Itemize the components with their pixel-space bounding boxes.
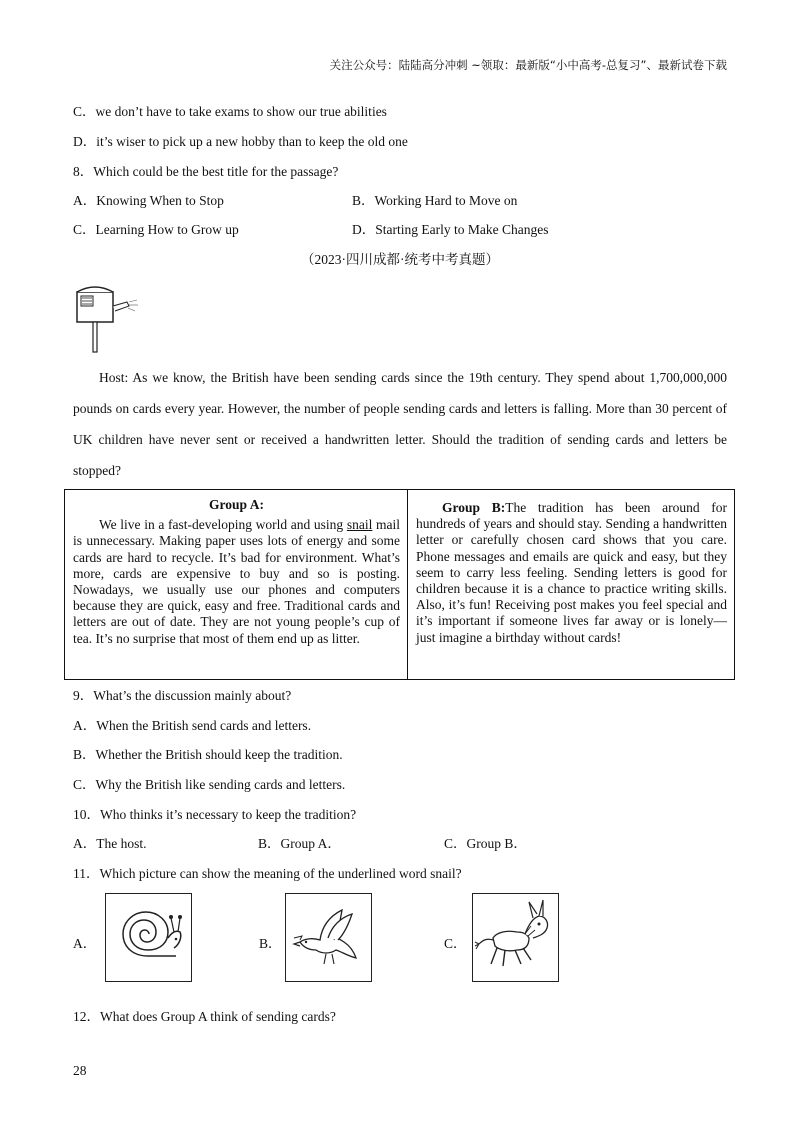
group-a-text: We live in a fast-developing world and using snail mail is unnecessary. Making paper uses lots of energy and some cards are hard to recycle. It’s bad for environment. What’s more, cards are expensive to buy and so is posting. Nowadays, we usually use our phones and computers because they are quick, easy and free. Traditional cards and letters are out of date. They are not young people’s cup of tea. It’s no surprise that most of them end up as litter. — [73, 517, 400, 646]
q8-option-d[interactable]: D．Starting Early to Make Changes — [352, 222, 549, 237]
q12-question: 12．What does Group A think of sending cards? — [73, 1009, 336, 1024]
page-header: 关注公众号：陆陆高分冲刺 ~领取：最新版“小中高考-总复习”、最新试卷下载 — [329, 58, 727, 72]
q8-option-b[interactable]: B．Working Hard to Move on — [352, 193, 518, 208]
group-table — [64, 489, 735, 680]
group-b-cell — [408, 490, 734, 679]
mailbox-illustration — [73, 284, 141, 354]
q8-option-c[interactable]: C．Learning How to Grow up — [73, 222, 239, 237]
q11-option-a-label[interactable]: A． — [73, 936, 97, 951]
group-a-cell — [65, 490, 408, 679]
q8-option-a[interactable]: A．Knowing When to Stop — [73, 193, 224, 208]
q9-option-a[interactable]: A．When the British send cards and letters. — [73, 718, 312, 733]
q7-option-d[interactable]: D．it’s wiser to pick up a new hobby than to keep the old one — [73, 134, 408, 149]
q11-option-b-label[interactable]: B． — [259, 936, 282, 951]
group-b-text: Group B:The tradition has been around for hundreds of years and should stay. Sending a handwritten letter or carefully chosen card shows that you care. Phone messages and emails are quick and easy, but they seem to carry less feeling. Sending letters is good for children because it is a chance to practice writing skills. Also, it’s fun! Receiving post makes you feel special and it’s important if someone lives far away or is lonely—just imagine a birthday without cards! — [416, 500, 728, 645]
group-a-title: Group A: — [209, 497, 264, 512]
q11-question: 11．Which picture can show the meaning of the underlined word snail? — [73, 866, 462, 881]
q10-option-b[interactable]: B．Group A． — [258, 836, 341, 851]
q10-option-a[interactable]: A．The host. — [73, 836, 147, 851]
q7-option-c[interactable]: C．we don’t have to take exams to show our true abilities — [73, 104, 387, 119]
q8-question: 8．Which could be the best title for the passage? — [73, 164, 339, 179]
q9-question: 9．What’s the discussion mainly about? — [73, 688, 292, 703]
q11-option-c-label[interactable]: C． — [444, 936, 467, 951]
group-b-title: Group B: — [442, 500, 506, 515]
page-number: 28 — [73, 1063, 87, 1078]
underlined-word-snail: snail — [346, 517, 373, 533]
donkey-picture[interactable] — [472, 893, 559, 982]
snail-picture[interactable] — [105, 893, 192, 982]
q10-question: 10．Who thinks it’s necessary to keep the tradition? — [73, 807, 357, 822]
q10-option-c[interactable]: C．Group B． — [444, 836, 527, 851]
bird-picture[interactable] — [285, 893, 372, 982]
q9-option-c[interactable]: C．Why the British like sending cards and letters. — [73, 777, 346, 792]
source-note: （2023·四川成都·统考中考真题） — [301, 252, 499, 267]
host-paragraph: Host: As we know, the British have been sending cards since the 19th century. They spend about 1,700,000,000 pounds on cards every year. However, the number of people sending cards and letters is falling. More than 30 percent of UK children have never sent or received a handwritten letter. Should the tradition of sending cards and letters be stopped? — [73, 370, 727, 478]
q9-option-b[interactable]: B．Whether the British should keep the tradition. — [73, 747, 343, 762]
